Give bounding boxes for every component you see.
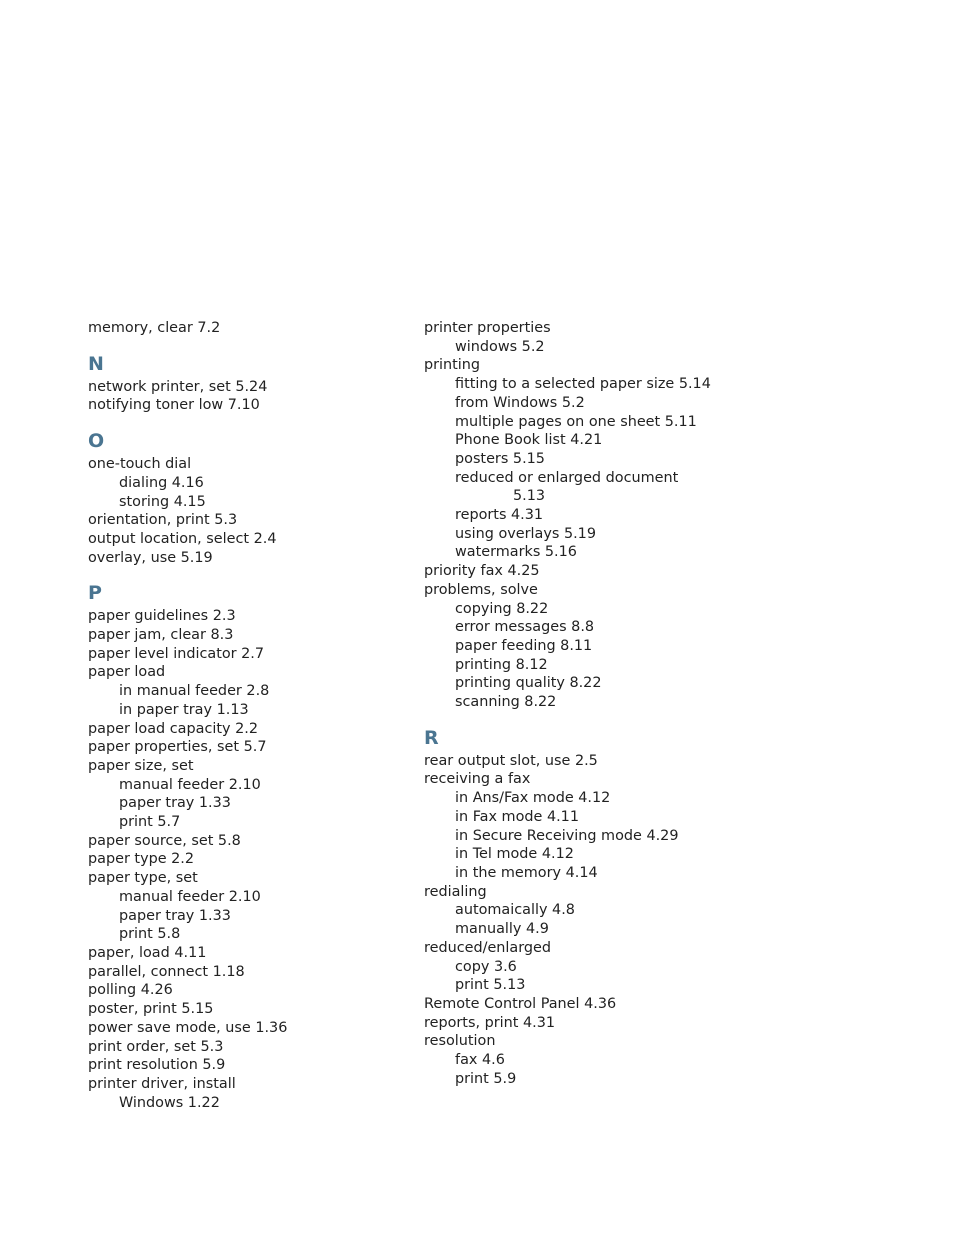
index-subentry: Phone Book list 4.21 bbox=[455, 432, 603, 449]
index-entry: parallel, connect 1.18 bbox=[88, 963, 245, 980]
index-subentry: paper tray 1.33 bbox=[119, 795, 231, 812]
index-entry: memory, clear 7.2 bbox=[88, 320, 221, 336]
index-subentry: error messages 8.8 bbox=[455, 619, 595, 636]
index-entry: print resolution 5.9 bbox=[88, 1057, 226, 1074]
index-subentry: reports 4.31 bbox=[455, 507, 544, 524]
index-subentry: printing quality 8.22 bbox=[455, 675, 602, 692]
index-subentry: windows 5.2 bbox=[455, 338, 545, 355]
index-entry: print order, set 5.3 bbox=[88, 1038, 224, 1055]
index-subentry: fax 4.6 bbox=[455, 1052, 505, 1069]
index-subentry: in Secure Receiving mode 4.29 bbox=[455, 827, 679, 844]
index-subentry: Windows 1.22 bbox=[119, 1094, 220, 1111]
index-subentry: storing 4.15 bbox=[119, 493, 206, 510]
index-subentry: print 5.9 bbox=[455, 1070, 517, 1087]
index-subentry: copying 8.22 bbox=[455, 600, 549, 617]
index-subentry: in manual feeder 2.8 bbox=[119, 683, 270, 700]
index-subentry: multiple pages on one sheet 5.11 bbox=[455, 413, 697, 430]
index-subentry: manual feeder 2.10 bbox=[119, 888, 261, 905]
index-entry: priority fax 4.25 bbox=[424, 563, 540, 580]
index-entry: resolution bbox=[424, 1033, 496, 1050]
section-letter: O bbox=[88, 430, 105, 453]
index-entry: paper, load 4.11 bbox=[88, 944, 207, 961]
index-subentry: manual feeder 2.10 bbox=[119, 776, 261, 793]
index-entry: orientation, print 5.3 bbox=[88, 512, 238, 529]
index-entry: paper load bbox=[88, 664, 166, 681]
index-subentry: print 5.7 bbox=[119, 814, 181, 831]
index-entry: printing bbox=[424, 357, 481, 374]
index-subentry: printing 8.12 bbox=[455, 656, 548, 673]
index-entry: paper source, set 5.8 bbox=[88, 832, 241, 849]
index-entry: paper level indicator 2.7 bbox=[88, 645, 265, 662]
index-subentry: print 5.8 bbox=[119, 926, 181, 943]
index-subentry: scanning 8.22 bbox=[455, 694, 557, 711]
index-subentry: paper feeding 8.11 bbox=[455, 637, 593, 654]
index-subentry: dialing 4.16 bbox=[119, 474, 204, 491]
index-entry: paper jam, clear 8.3 bbox=[88, 627, 234, 644]
index-entry: printer driver, install bbox=[88, 1075, 236, 1092]
index-subentry: in Fax mode 4.11 bbox=[455, 808, 579, 825]
index-subentry: in the memory 4.14 bbox=[455, 864, 598, 881]
index-subentry: manually 4.9 bbox=[455, 921, 549, 938]
section-letter: R bbox=[424, 726, 439, 749]
index-entry: redialing bbox=[424, 883, 487, 900]
index-subentry: reduced or enlarged document bbox=[455, 469, 679, 486]
index-entry: overlay, use 5.19 bbox=[88, 549, 213, 566]
index-entry: receiving a fax bbox=[424, 771, 531, 788]
index-subentry: watermarks 5.16 bbox=[455, 544, 577, 561]
index-subentry: print 5.13 bbox=[455, 977, 526, 994]
index-entry: one-touch dial bbox=[88, 456, 192, 473]
index-entry: paper type 2.2 bbox=[88, 851, 195, 868]
index-entry: Remote Control Panel 4.36 bbox=[424, 995, 617, 1012]
index-column-right bbox=[424, 319, 924, 1088]
index-entry: paper size, set bbox=[88, 757, 194, 774]
index-subentry: in paper tray 1.13 bbox=[119, 701, 249, 718]
index-subentry: from Windows 5.2 bbox=[455, 394, 585, 411]
index-subentry: 5.13 bbox=[513, 488, 546, 505]
section-letter: P bbox=[88, 582, 102, 605]
index-entry: reduced/enlarged bbox=[424, 939, 552, 956]
index-subentry: using overlays 5.19 bbox=[455, 525, 596, 542]
index-entry: paper guidelines 2.3 bbox=[88, 608, 236, 625]
index-subentry: automaically 4.8 bbox=[455, 902, 575, 919]
index-subentry: posters 5.15 bbox=[455, 450, 545, 467]
index-column-left bbox=[88, 319, 408, 1112]
index-entry: reports, print 4.31 bbox=[424, 1014, 556, 1031]
index-subentry: fitting to a selected paper size 5.14 bbox=[455, 376, 711, 393]
index-entry: paper type, set bbox=[88, 870, 198, 887]
index-entry: poster, print 5.15 bbox=[88, 1001, 214, 1018]
index-entry: power save mode, use 1.36 bbox=[88, 1019, 288, 1036]
index-subentry: in Tel mode 4.12 bbox=[455, 846, 574, 863]
index-entry: printer properties bbox=[424, 320, 551, 336]
index-entry: problems, solve bbox=[424, 581, 538, 598]
index-entry: rear output slot, use 2.5 bbox=[424, 752, 598, 769]
index-entry: notifying toner low 7.10 bbox=[88, 397, 260, 414]
index-entry: output location, select 2.4 bbox=[88, 530, 277, 547]
index-entry: polling 4.26 bbox=[88, 982, 173, 999]
index-entry: paper properties, set 5.7 bbox=[88, 739, 267, 756]
index-subentry: copy 3.6 bbox=[455, 958, 517, 975]
index-subentry: paper tray 1.33 bbox=[119, 907, 231, 924]
index-entry: paper load capacity 2.2 bbox=[88, 720, 258, 737]
index-subentry: in Ans/Fax mode 4.12 bbox=[455, 790, 611, 807]
section-letter: N bbox=[88, 352, 104, 375]
index-entry: network printer, set 5.24 bbox=[88, 378, 268, 395]
